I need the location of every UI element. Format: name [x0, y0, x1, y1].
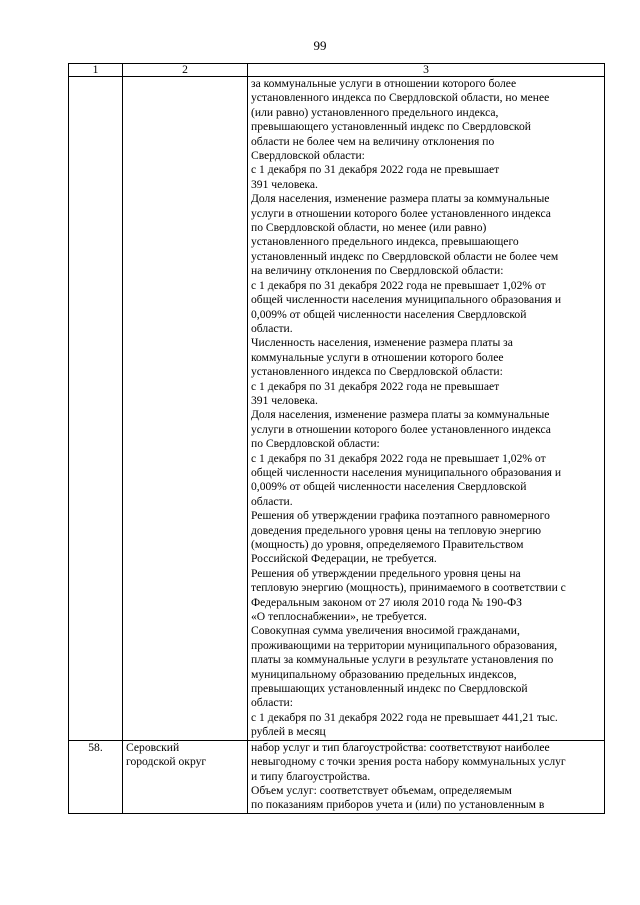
text-line: с 1 декабря по 31 декабря 2022 года не превышает 1,02% от [251, 451, 546, 465]
text-line: области. [251, 494, 293, 508]
column-header: 1 [69, 64, 123, 77]
text-line: муниципальному образованию предельных индексов, [251, 667, 517, 681]
indicators-cell [248, 740, 605, 813]
text-line: установленного предельного индекса, превышающего [251, 235, 519, 249]
text-line: коммунальные услуги в отношении которого более [251, 350, 504, 364]
text-line: с 1 декабря по 31 декабря 2022 года не превышает 1,02% от [251, 278, 546, 292]
text-line: установленного индекса по Свердловской области, но менее [251, 91, 550, 105]
text-line: с 1 декабря по 31 декабря 2022 года не превышает [251, 163, 500, 177]
row-number-cell: 58. [69, 740, 123, 813]
table-row-continuation [69, 77, 605, 741]
text-line: (мощность) до уровня, определяемого Правительством [251, 538, 524, 551]
row-number-cell [69, 77, 123, 741]
text-line: 0,009% от общей численности населения Свердловской [251, 480, 527, 494]
text-line: невыгодному с точки зрения роста набору коммунальных услуг [251, 755, 566, 769]
text-line: с 1 декабря по 31 декабря 2022 года не превышает 441,21 тыс. [251, 710, 558, 724]
text-line: Доля населения, изменение размера платы за коммунальные [251, 408, 550, 422]
text-line: набор услуг и тип благоустройства: соответствуют наиболее [251, 740, 550, 754]
text-line: «О теплоснабжении», не требуется. [251, 610, 427, 624]
text-line: общей численности населения муниципального образования и [251, 293, 562, 307]
text-line: рублей в месяц [251, 725, 326, 739]
text-line: за коммунальные услуги в отношении которого более [251, 77, 517, 90]
indicators-cell [248, 77, 605, 741]
text-line: услуги в отношении которого более установленного индекса [251, 422, 551, 436]
text-line: Свердловской области: [251, 149, 365, 163]
text-line: городской округ [126, 755, 207, 769]
municipal-table [68, 63, 605, 814]
text-line: Объем услуг: соответствует объемам, определяемым [251, 783, 512, 797]
text-line: 0,009% от общей численности населения Свердловской [251, 307, 527, 321]
text-line: области. [251, 321, 293, 335]
text-line: установленный индекс по Свердловской области не более чем [251, 249, 559, 263]
table-header-row [69, 64, 605, 77]
text-line: по показаниям приборов учета и (или) по установленным в [251, 798, 545, 812]
text-line: платы за коммунальные услуги в результате установления по [251, 653, 554, 667]
text-line: Решения об утверждении предельного уровня цены на [251, 566, 521, 580]
text-line: Численность населения, изменение размера платы за [251, 336, 513, 350]
text-line: Российской Федерации, не требуется. [251, 552, 437, 566]
text-line: 391 человека. [251, 177, 318, 191]
text-line: и типу благоустройства. [251, 769, 371, 783]
table-row-58 [69, 740, 605, 813]
text-line: тепловую энергию (мощность), принимаемого в соответствии с [251, 581, 566, 595]
text-line: по Свердловской области, но менее (или равно) [251, 221, 487, 235]
text-line: на величину отклонения по Свердловской области: [251, 264, 504, 278]
municipality-cell [123, 77, 248, 741]
text-line: услуги в отношении которого более установленного индекса [251, 206, 551, 220]
text-line: Решения об утверждении графика поэтапного равномерного [251, 509, 550, 523]
text-line: проживающими на территории муниципального образования, [251, 638, 558, 652]
text-line: 391 человека. [251, 393, 318, 407]
text-line: превышающего установленный индекс по Свердловской [251, 120, 531, 134]
text-line: Совокупная сумма увеличения вносимой гражданами, [251, 624, 520, 638]
text-line: превышающих установленный индекс по Свердловской [251, 682, 528, 696]
text-line: Федеральным законом от 27 июля 2010 года № 190-ФЗ [251, 595, 522, 609]
text-line: общей численности населения муниципального образования и [251, 465, 562, 479]
text-line: с 1 декабря по 31 декабря 2022 года не превышает [251, 379, 500, 393]
text-line: (или равно) установленного предельного индекса, [251, 105, 499, 119]
text-line: области не более чем на величину отклонения по [251, 134, 495, 148]
municipality-cell [123, 740, 248, 813]
text-line: Серовский [126, 740, 180, 754]
column-header: 2 [123, 64, 248, 77]
text-line: Доля населения, изменение размера платы за коммунальные [251, 192, 550, 206]
text-line: области: [251, 696, 293, 710]
column-header: 3 [248, 64, 605, 77]
text-line: установленного индекса по Свердловской области: [251, 365, 503, 379]
text-line: доведения предельного уровня цены на тепловую энергию [251, 523, 542, 537]
page-number: 99 [313, 38, 327, 53]
text-line: по Свердловской области: [251, 437, 380, 451]
